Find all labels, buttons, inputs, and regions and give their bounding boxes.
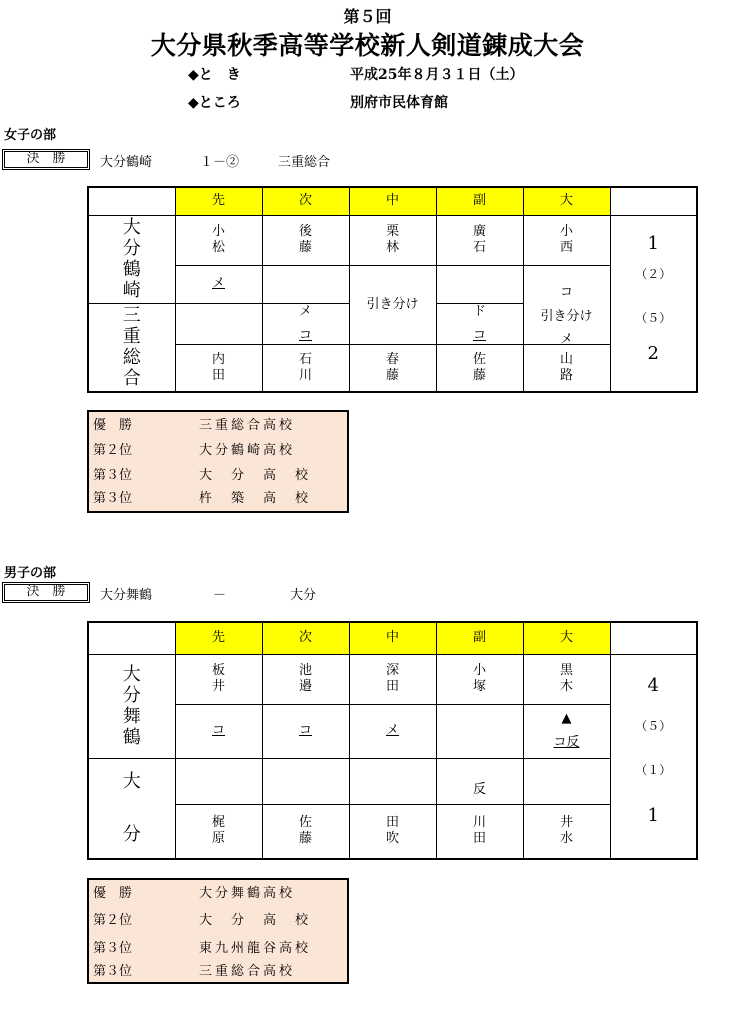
result-row: 第２位 大分鶴崎高校	[93, 443, 296, 458]
corner-cell	[88, 187, 175, 215]
point-cell: 反	[436, 758, 523, 804]
women-final-team-a: 大分鶴崎	[100, 155, 153, 170]
team-b-score: （５） 2	[610, 303, 697, 392]
date-label: ◆と き	[188, 67, 241, 83]
men-bout-table	[87, 621, 698, 860]
point-cell	[523, 704, 610, 758]
result-row: 第３位 杵 築 高 校	[93, 491, 312, 506]
player-name: 石 川	[262, 344, 349, 392]
point-cell	[262, 758, 349, 804]
place-label: ◆ところ	[188, 95, 241, 111]
player-name: 深 田	[349, 654, 436, 704]
result-row: 第３位 東九州龍谷高校	[93, 941, 312, 956]
draw-cell: 引き分け	[349, 265, 436, 344]
team-b-label: 大 分	[88, 758, 175, 859]
score-header	[610, 187, 697, 215]
point-cell	[175, 758, 262, 804]
position-header: 副	[436, 187, 523, 215]
position-header: 先	[175, 622, 262, 654]
point-cell: コ	[262, 704, 349, 758]
point-cell: コ	[175, 704, 262, 758]
men-final-team-b: 大分	[290, 588, 317, 603]
result-row: 優 勝 三重総合高校	[93, 418, 296, 433]
point-cell	[523, 758, 610, 804]
position-header: 先	[175, 187, 262, 215]
women-results-box	[87, 410, 349, 513]
men-final-team-a: 大分舞鶴	[100, 588, 153, 603]
result-row: 第２位 大 分 高 校	[93, 913, 312, 928]
point-cell	[175, 303, 262, 344]
place-value: 別府市民体育館	[350, 95, 448, 111]
men-final-score: －	[213, 588, 227, 603]
team-a-score: 1 （２）	[610, 215, 697, 303]
point-mark: コ反	[553, 735, 580, 750]
player-name: 佐 藤	[436, 344, 523, 392]
men-final-label: 決 勝	[2, 582, 90, 603]
player-name: 梶 原	[175, 804, 262, 859]
result-row: 第３位 三重総合高校	[93, 964, 296, 979]
team-a-score: 4 （５）	[610, 654, 697, 758]
player-name: 小 松	[175, 215, 262, 265]
player-name: 小 西	[523, 215, 610, 265]
player-name: 小 塚	[436, 654, 523, 704]
position-header: 副	[436, 622, 523, 654]
player-name: 廣 石	[436, 215, 523, 265]
women-section-title: 女子の部	[4, 128, 57, 143]
player-name: 栗 林	[349, 215, 436, 265]
player-name: 川 田	[436, 804, 523, 859]
result-row: 第３位 大 分 高 校	[93, 468, 312, 483]
point-cell: メ	[349, 704, 436, 758]
corner-cell	[88, 622, 175, 654]
edition-label: 第５回	[343, 7, 392, 26]
player-name: 佐 藤	[262, 804, 349, 859]
draw-cell: コ 引き分け	[523, 265, 610, 344]
team-a-label: 大分鶴崎	[88, 215, 175, 303]
point-cell: ド コ	[436, 303, 523, 344]
point-cell	[436, 265, 523, 303]
men-results-box	[87, 878, 349, 984]
women-final-label: 決 勝	[2, 149, 90, 170]
point-cell	[436, 704, 523, 758]
position-header: 次	[262, 187, 349, 215]
position-header: 中	[349, 187, 436, 215]
player-name: 板 井	[175, 654, 262, 704]
point-mark: メ	[560, 332, 574, 347]
result-row: 優 勝 大分舞鶴高校	[93, 886, 296, 901]
penalty-icon: ▲	[561, 711, 572, 726]
position-header: 大	[523, 622, 610, 654]
player-name: 黒 木	[523, 654, 610, 704]
player-name: 内 田	[175, 344, 262, 392]
men-section-title: 男子の部	[4, 566, 57, 581]
women-bout-table	[87, 186, 698, 393]
women-final-team-b: 三重総合	[278, 155, 331, 170]
women-final-score: １－②	[200, 155, 240, 170]
player-name: 春 藤	[349, 344, 436, 392]
position-header: 中	[349, 622, 436, 654]
player-name: 井 水	[523, 804, 610, 859]
team-b-label: 三重総合	[88, 303, 175, 392]
player-name: 池 邉	[262, 654, 349, 704]
position-header: 次	[262, 622, 349, 654]
position-header: 大	[523, 187, 610, 215]
team-a-label: 大分舞鶴	[88, 654, 175, 758]
player-name: 田 吹	[349, 804, 436, 859]
score-header	[610, 622, 697, 654]
point-cell	[262, 265, 349, 303]
team-b-score: （１） 1	[610, 758, 697, 859]
player-name: 後 藤	[262, 215, 349, 265]
point-cell	[349, 758, 436, 804]
date-value: 平成25年８月３１日（土）	[350, 67, 524, 83]
point-cell: メ コ	[262, 303, 349, 344]
player-name: 山 路	[523, 344, 610, 392]
point-cell: メ	[175, 265, 262, 303]
page-title: 大分県秋季高等学校新人剣道錬成大会	[150, 31, 585, 60]
